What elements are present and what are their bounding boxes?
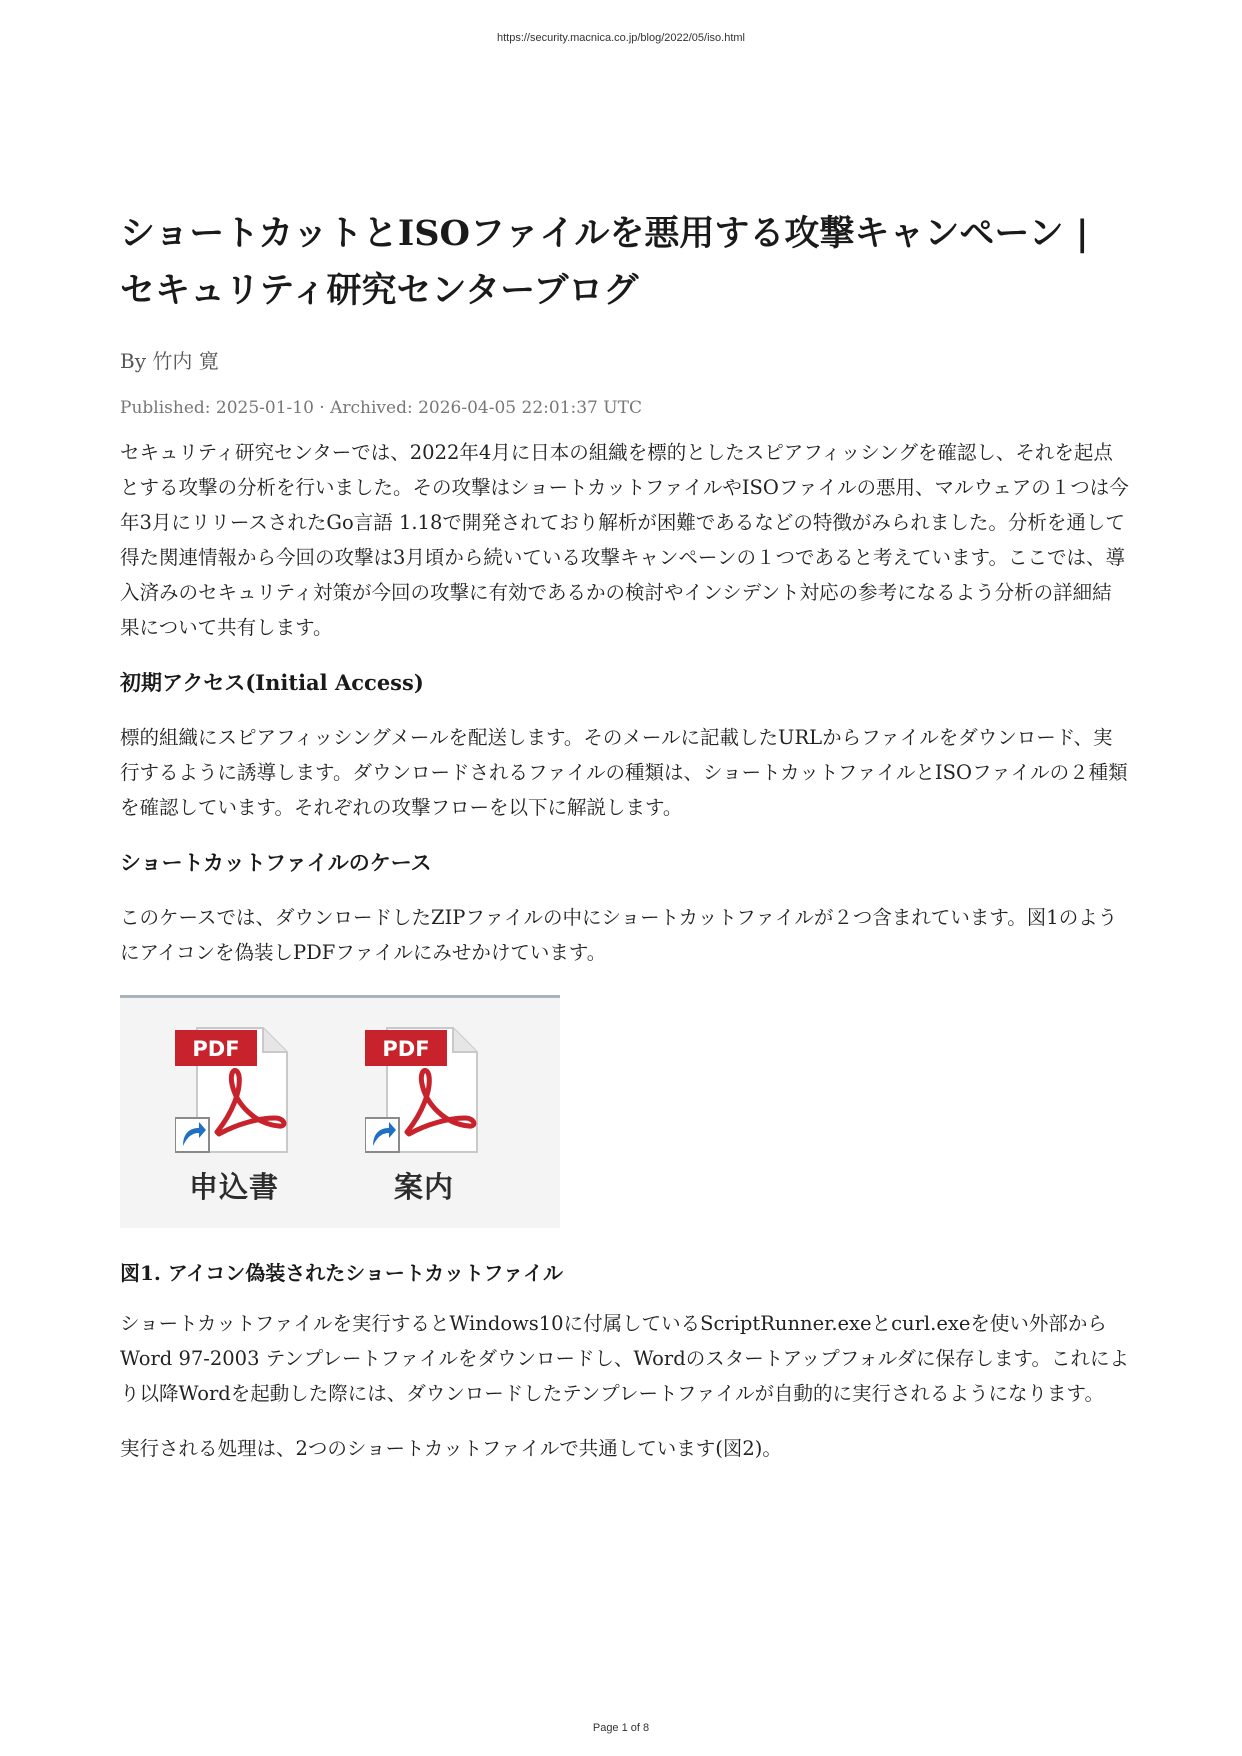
article (120, 205, 1130, 1466)
section-heading-shortcut: ショートカットファイルのケース (120, 850, 432, 875)
pdf-badge: PDF (192, 1037, 240, 1061)
initial-access-paragraph: 標的組織にスピアフィッシングメールを配送します。そのメールに記載したURLからファイルをダウンロード、実行するように誘導します。ダウンロードされるファイルの種類は、ショートカットファイルとISOファイルの２種類を確認しています。それぞれの攻撃フローを以下に解説します。 (120, 726, 1128, 819)
title-line-2: セキュリティ研究センターブログ (120, 270, 639, 311)
figure-1-caption: 図1. アイコン偽装されたショートカットファイル (120, 1261, 564, 1285)
section-heading-initial-access: 初期アクセス(Initial Access) (120, 670, 424, 695)
intro-paragraph: セキュリティ研究センターでは、2022年4月に日本の組織を標的としたスピアフィッシングを確認し、それを起点とする攻撃の分析を行いました。その攻撃はショートカットファイルやISOファイルの悪用、マルウェアの１つは今年3月にリリースされたGo言語 1.18で開発されており解析が困難であるなどの特徴がみられました。分析を通して得た関連情報から今回の攻撃は3月頃から続いている攻撃キャンペーンの１つであると考えています。ここでは、導入済みのセキュリティ対策が今回の攻撃に有効であるかの検討やインシデント対応の参考になるよう分析の詳細結果について共有します。 (120, 441, 1129, 639)
pdf-shortcut-icon (175, 1020, 293, 1160)
figure-1-image (120, 995, 560, 1228)
title-line-1: ショートカットとISOファイルを悪用する攻撃キャンペーン | (120, 213, 1089, 254)
publish-meta: Published: 2025-01-10 · Archived: 2026-04-05 22:01:37 UTC (120, 398, 642, 418)
page-number: Page 1 of 8 (592, 1722, 650, 1734)
pdf-shortcut-file-2 (365, 1020, 483, 1204)
page-title (120, 205, 1130, 319)
shortcut-paragraph: このケースでは、ダウンロードしたZIPファイルの中にショートカットファイルが２つ含まれています。図1のようにアイコンを偽装しPDFファイルにみせかけています。 (120, 906, 1118, 964)
file-label-guide: 案内 (393, 1170, 454, 1204)
file-label-application: 申込書 (188, 1170, 279, 1204)
page-url: https://security.macnica.co.jp/blog/2022/05/iso.html (496, 32, 746, 44)
pdf-badge: PDF (382, 1037, 430, 1061)
pdf-shortcut-icon (365, 1020, 483, 1160)
pdf-shortcut-file-1 (175, 1020, 293, 1204)
shortcut-execution-paragraph: ショートカットファイルを実行するとWindows10に付属しているScriptRunner.exeとcurl.exeを使い外部からWord 97-2003 テンプレートファイルをダウンロードし、Wordのスタートアップフォルダに保存します。これにより以降Wordを起動した際には、ダウンロードしたテンプレートファイルが自動的に実行されるようになります。 (120, 1312, 1129, 1405)
byline: By 竹内 寛 (120, 349, 219, 373)
shared-process-paragraph: 実行される処理は、2つのショートカットファイルで共通しています(図2)。 (120, 1437, 782, 1460)
